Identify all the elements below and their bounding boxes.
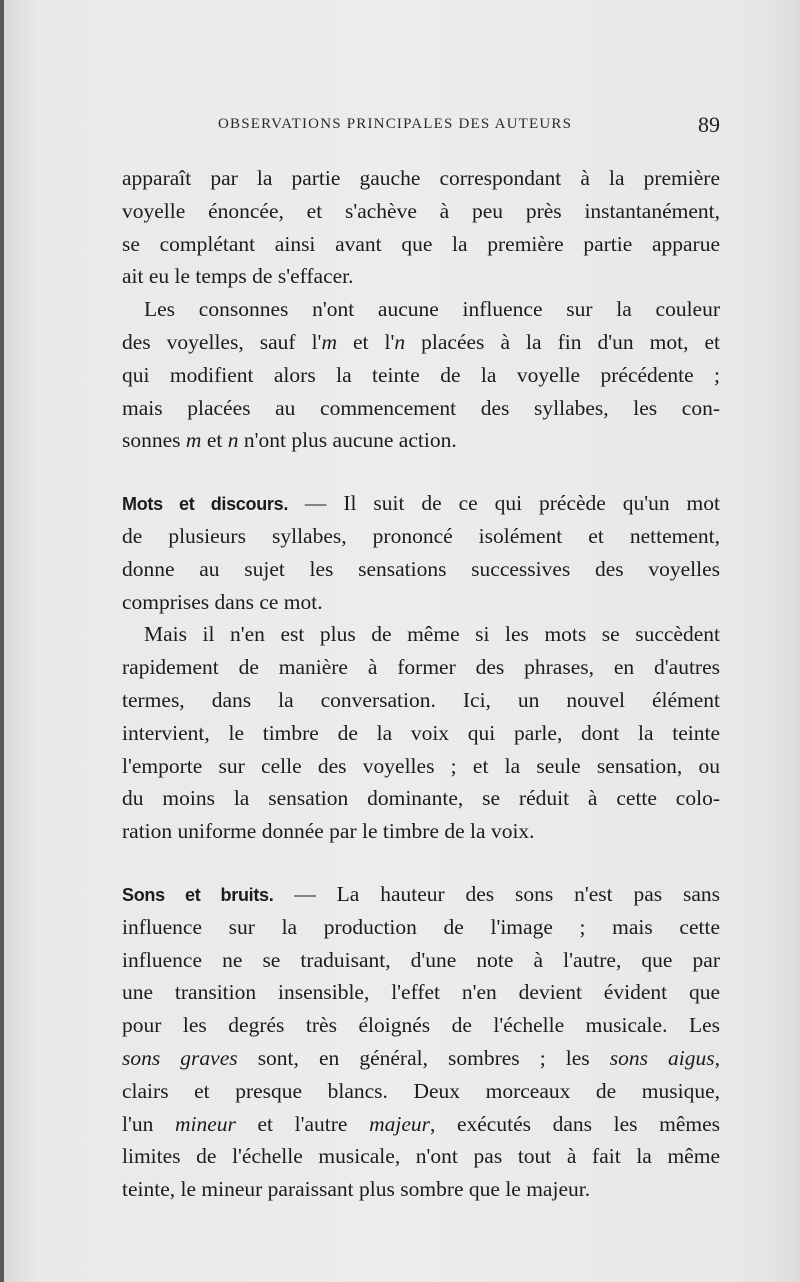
- text-line: donne au sujet les sensations successives des voyelles: [122, 556, 720, 581]
- text-line: se complétant ainsi avant que la première partie apparue: [122, 231, 720, 256]
- page-number: 89: [698, 112, 720, 137]
- text-line: des voyelles, sauf l'm et l'n placées à la fin d'un mot, et: [122, 329, 720, 354]
- text-line: mais placées au commencement des syllabes, les con-: [122, 395, 720, 420]
- text-line: clairs et presque blancs. Deux morceaux de musique,: [122, 1078, 720, 1103]
- text-line: Sons et bruits. — La hauteur des sons n'est pas sans: [122, 881, 720, 906]
- text-line: Mais il n'en est plus de même si les mots se succèdent: [144, 622, 720, 647]
- text-line: termes, dans la conversation. Ici, un nouvel élément: [122, 687, 720, 712]
- text-line: apparaît par la partie gauche correspondant à la première: [122, 166, 720, 190]
- text-line: comprises dans ce mot.: [122, 589, 323, 614]
- text-line: influence sur la production de l'image ; mais cette: [122, 914, 720, 939]
- text-line: Les consonnes n'ont aucune influence sur la couleur: [144, 297, 720, 322]
- paragraph-4: [122, 618, 720, 848]
- text-line: teinte, le mineur paraissant plus sombre que le majeur.: [122, 1177, 591, 1202]
- text-line: du moins la sensation dominante, se réduit à cette colo-: [122, 786, 720, 811]
- text-line: sons graves sont, en général, sombres ; les sons aigus,: [122, 1045, 720, 1070]
- page-edge-shadow: [0, 0, 4, 1282]
- body-text: [122, 162, 720, 1206]
- paragraph-3: [122, 487, 720, 618]
- text-line: Mots et discours. — Il suit de ce qui précède qu'un mot: [122, 491, 720, 516]
- text-line: ration uniforme donnée par le timbre de la voix.: [122, 819, 535, 844]
- text-line: une transition insensible, l'effet n'en devient évident que: [122, 980, 720, 1005]
- text-line: l'emporte sur celle des voyelles ; et la seule sensation, ou: [122, 753, 720, 778]
- section-heading: Sons et bruits.: [122, 884, 274, 905]
- text-line: voyelle énoncée, et s'achève à peu près instantanément,: [122, 198, 720, 223]
- text-line: ait eu le temps de s'effacer.: [122, 264, 354, 289]
- text-line: qui modifient alors la teinte de la voyelle précédente ;: [122, 362, 720, 387]
- text-line: limites de l'échelle musicale, n'ont pas tout à fait la même: [122, 1144, 720, 1169]
- paragraph-5: [122, 878, 720, 1206]
- paragraph-1: [122, 162, 720, 293]
- text-line: l'un mineur et l'autre majeur, exécutés dans les mêmes: [122, 1111, 720, 1136]
- text-line: sonnes m et n n'ont plus aucune action.: [122, 428, 457, 453]
- page-header: [122, 112, 720, 142]
- text-line: pour les degrés très éloignés de l'échelle musicale. Les: [122, 1013, 720, 1038]
- section-heading: Mots et discours.: [122, 494, 289, 515]
- text-line: intervient, le timbre de la voix qui parle, dont la teinte: [122, 720, 720, 745]
- section-gap: [122, 457, 720, 487]
- paragraph-2: [122, 293, 720, 457]
- running-head: OBSERVATIONS PRINCIPALES DES AUTEURS: [218, 116, 573, 132]
- text-line: influence ne se traduisant, d'une note à l'autre, que par: [122, 947, 720, 972]
- section-gap: [122, 848, 720, 878]
- text-line: de plusieurs syllabes, prononcé isolément et nettement,: [122, 523, 720, 548]
- text-line: rapidement de manière à former des phrases, en d'autres: [122, 655, 720, 680]
